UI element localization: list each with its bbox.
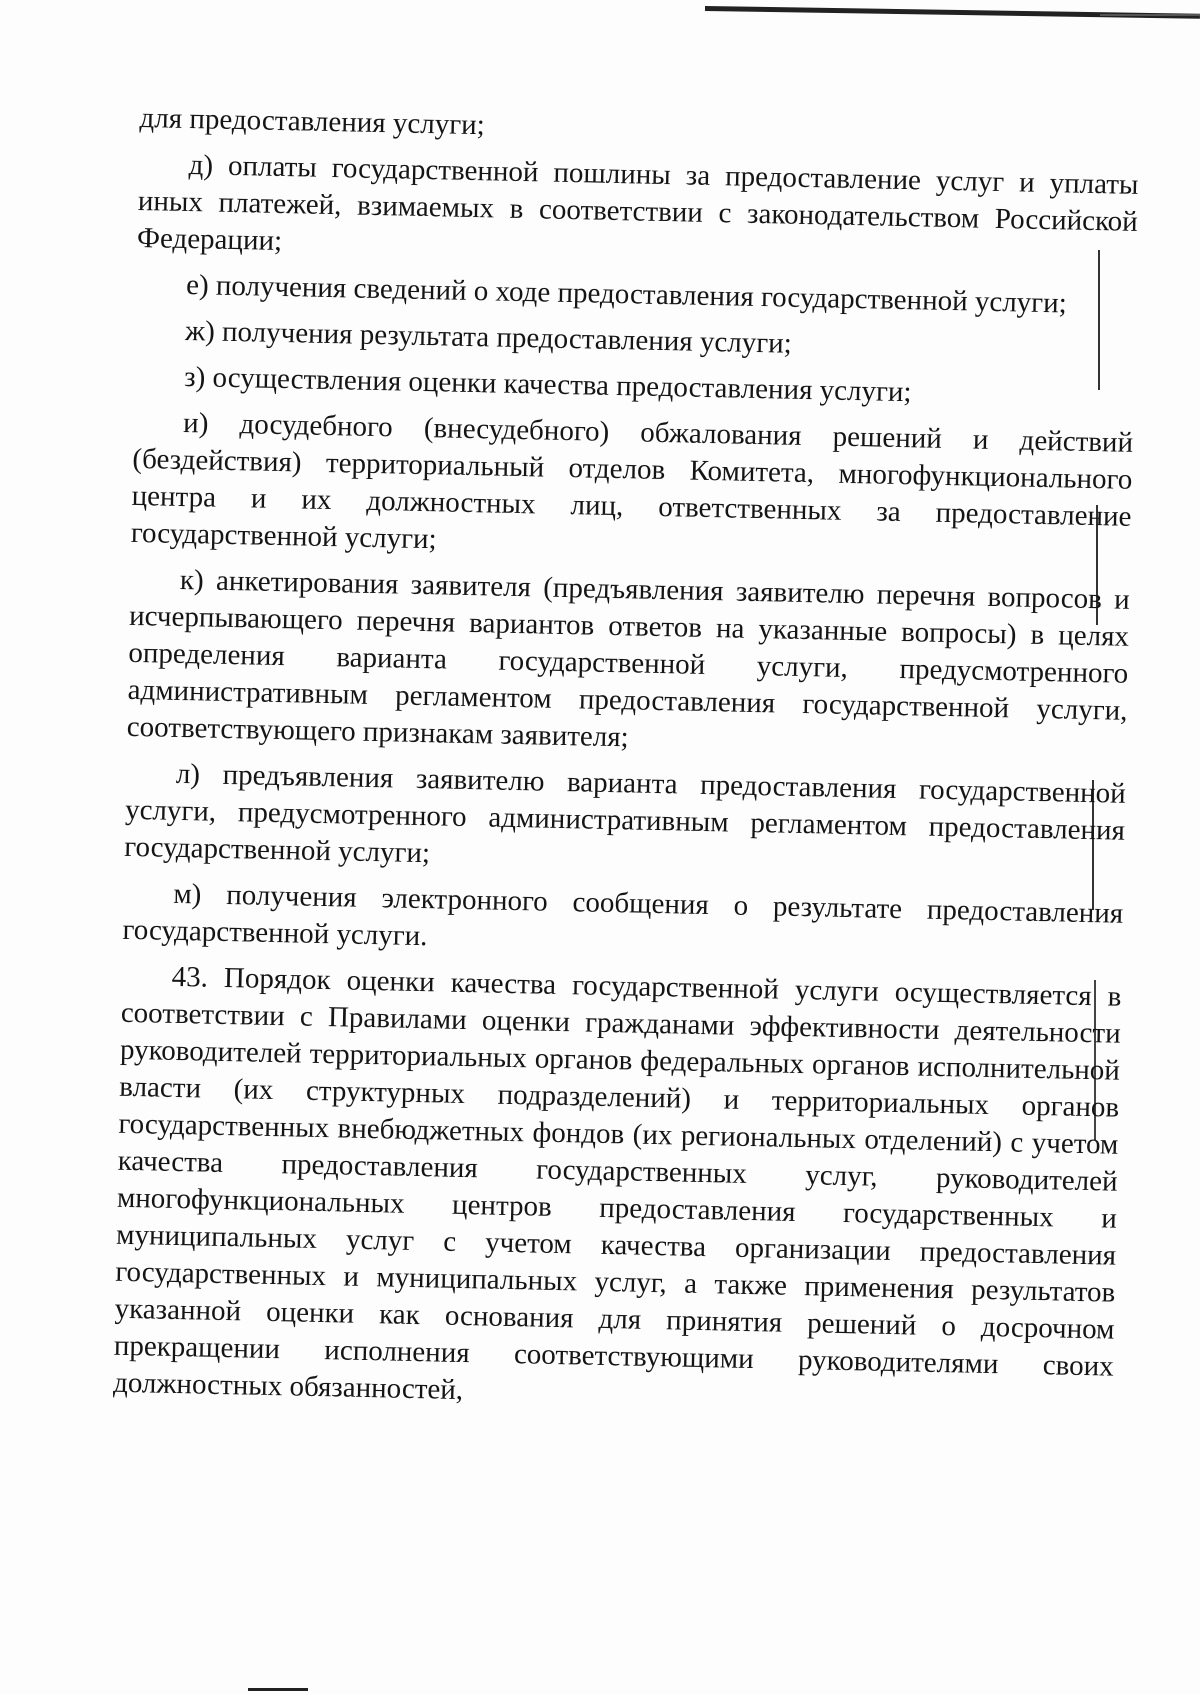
- paragraph-item-i: и) досудебного (внесудебного) обжалования решений и действий (бездействия) территориальный отделов Комитета, многофункционального центра и их должностных лиц, ответственных за предоставление государственной услуги;: [130, 406, 1134, 556]
- paragraph-item-z: з) осуществления оценки качества предоставления услуги;: [183, 360, 912, 409]
- paragraph-43: 43. Порядок оценки качества государственной услуги осуществляется в соответствии с Правилами оценки гражданами эффективности деятельности руководителей территориальных органов федеральных органов исполнительной власти (их структурных подразделений) и территориальных органов государственных внебюджетных фондов (их региональных отделений) с учетом качества предоставления государственных услуг, руководителей многофункциональных центров предоставления государственных и муниципальных услуг с учетом качества организации предоставления государственных и муниципальных услуг, а также применения результатов указанной оценки как основания для принятия решений о досрочном прекращении исполнения соответствующими руководителями своих должностных обязанностей,: [112, 960, 1122, 1407]
- document-body: [113, 100, 1140, 1432]
- paragraph-item-e: е) получения сведений о ходе предоставления государственной услуги;: [185, 269, 1068, 320]
- paragraph-item-l: л) предъявления заявителю варианта предоставления государственной услуги, предусмотренного административным регламентом предоставления государственной услуги;: [124, 757, 1127, 870]
- paragraph-continuation: для предоставления услуги;: [139, 101, 486, 142]
- paragraph-item-m: м) получения электронного сообщения о результате предоставления государственной услуги.: [122, 877, 1124, 953]
- scan-artifact-bottom-mark: [248, 1688, 308, 1691]
- paragraph-item-zh: ж) получения результата предоставления услуги;: [184, 315, 793, 360]
- paragraph-item-d: д) оплаты государственной пошлины за предоставление услуг и уплаты иных платежей, взимаемых в соответствии с законодательством Российской Федерации;: [136, 149, 1139, 258]
- scan-artifact-top-line: [705, 6, 1200, 19]
- paragraph-item-k: к) анкетирования заявителя (предъявления заявителю перечня вопросов и исчерпывающего перечня вариантов ответов на указанные вопросы) в целях определения варианта государственной услуги, предусмотренного административным регламентом предоставления государственной услуги, соответствующего признакам заявителя;: [126, 563, 1131, 754]
- scan-artifact-top-line-2: [1100, 14, 1200, 16]
